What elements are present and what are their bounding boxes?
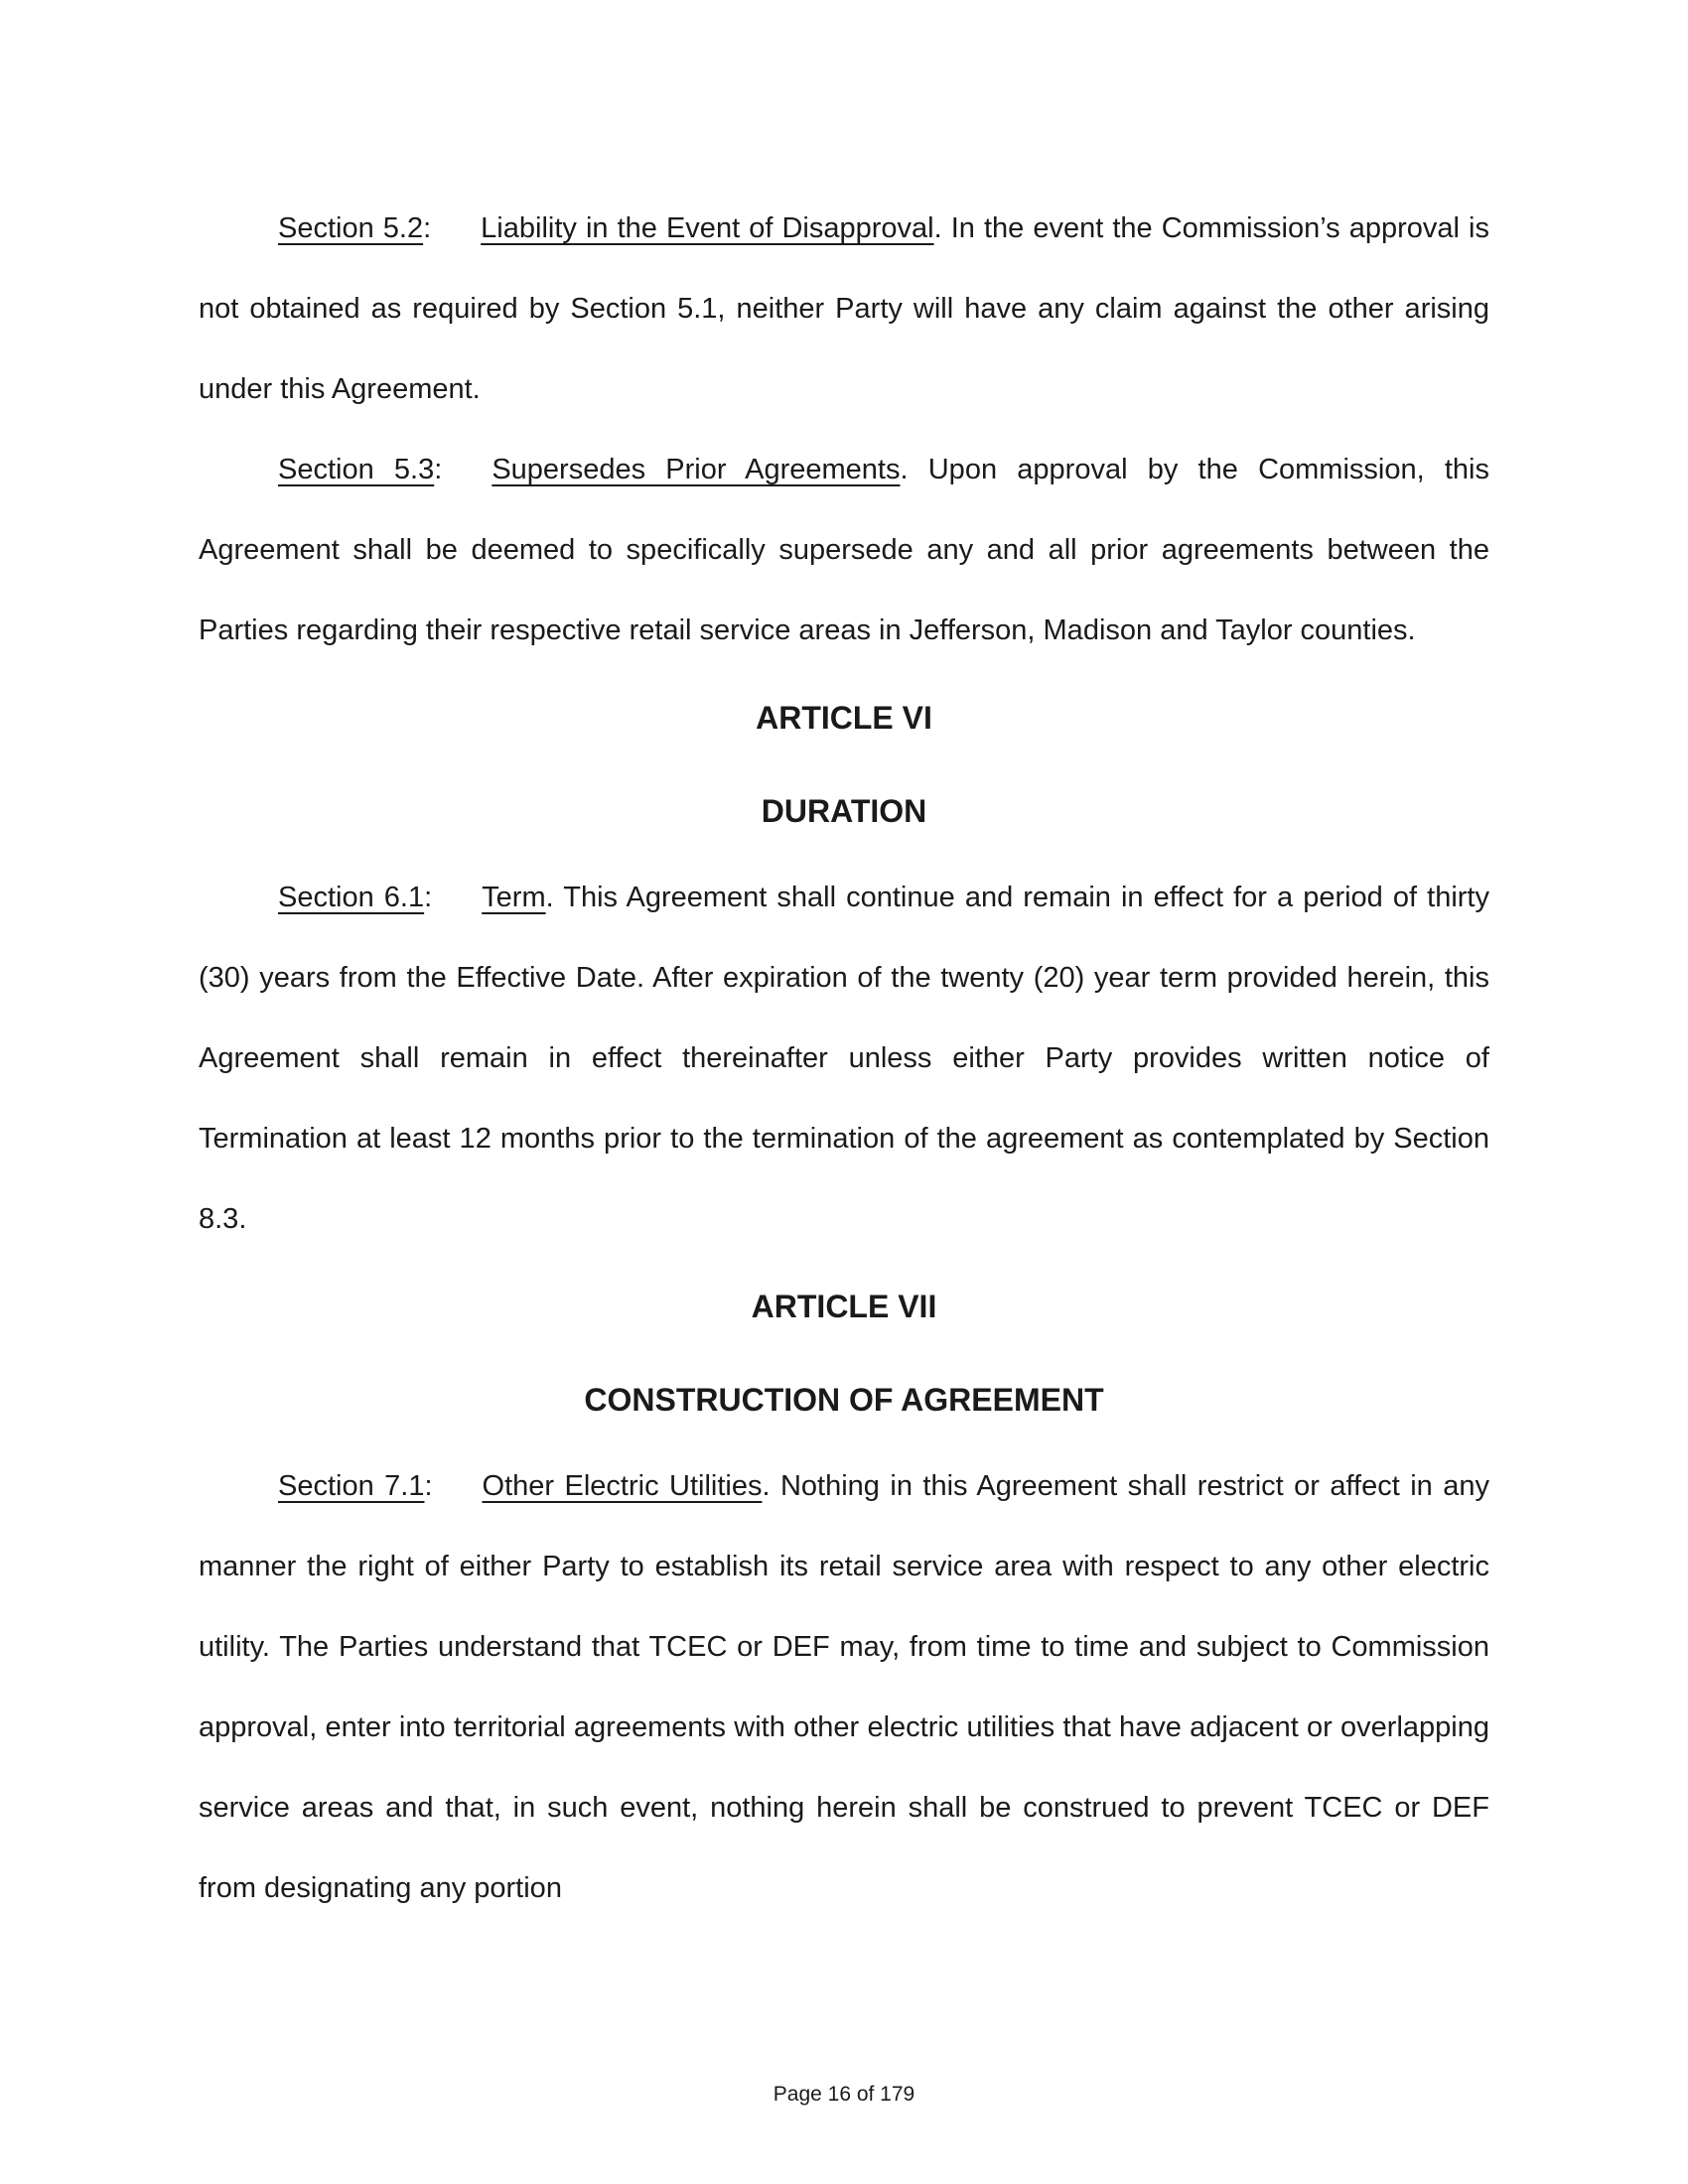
section-6-1-label: Section 6.1	[278, 882, 425, 913]
section-5-3-paragraph	[199, 430, 1489, 671]
article-6-number: ARTICLE VI	[756, 700, 932, 736]
section-6-1-colon: :	[424, 882, 433, 913]
section-5-2-colon: :	[423, 212, 432, 244]
article-7-title: CONSTRUCTION OF AGREEMENT	[584, 1382, 1104, 1418]
page-number-footer: Page 16 of 179	[773, 2083, 915, 2106]
section-5-3-colon: :	[434, 454, 443, 485]
section-7-1-body: . Nothing in this Agreement shall restrict or affect in any manner the right of either Party to establish its retail service area with respect to any other electric utility. The Parties understand that TCEC or DEF may, from time to time and subject to Commission approval, enter into territorial agreements with other electric utilities that have adjacent or overlapping service areas and that, in such event, nothing herein shall be construed to prevent TCEC or DEF from designating any portion	[199, 1470, 1489, 1904]
section-5-2-body: . In the event the Commission’s approval is not obtained as required by Section 5.1, neither Party will have any claim against the other arising under this Agreement.	[199, 212, 1489, 405]
section-7-1-label: Section 7.1	[278, 1470, 425, 1502]
section-6-1-body: . This Agreement shall continue and remain in effect for a period of thirty (30) years from the Effective Date. After expiration of the twenty (20) year term provided herein, this Agreement shall remain in effect thereinafter unless either Party provides written notice of Termination at least 12 months prior to the termination of the agreement as contemplated by Section 8.3.	[199, 882, 1489, 1235]
section-5-2-label: Section 5.2	[278, 212, 424, 244]
article-6-title: DURATION	[761, 793, 927, 829]
article-7-number: ARTICLE VII	[751, 1289, 937, 1324]
section-5-3-label: Section 5.3	[278, 454, 435, 485]
section-6-1-title: Term	[482, 882, 546, 913]
section-5-3-body: . Upon approval by the Commission, this Agreement shall be deemed to specifically supersede any and all prior agreements between the Parties regarding their respective retail service areas in Jefferson, Madison and Taylor counties.	[199, 454, 1489, 646]
section-7-1-paragraph	[199, 1446, 1489, 1929]
section-7-1-title: Other Electric Utilities	[482, 1470, 763, 1502]
section-6-1-paragraph	[199, 858, 1489, 1260]
document-body	[199, 189, 1489, 1929]
section-5-2-title: Liability in the Event of Disapproval	[481, 212, 934, 244]
section-5-3-title: Supersedes Prior Agreements	[492, 454, 901, 485]
section-5-2-paragraph	[199, 189, 1489, 430]
section-7-1-colon: :	[424, 1470, 433, 1502]
